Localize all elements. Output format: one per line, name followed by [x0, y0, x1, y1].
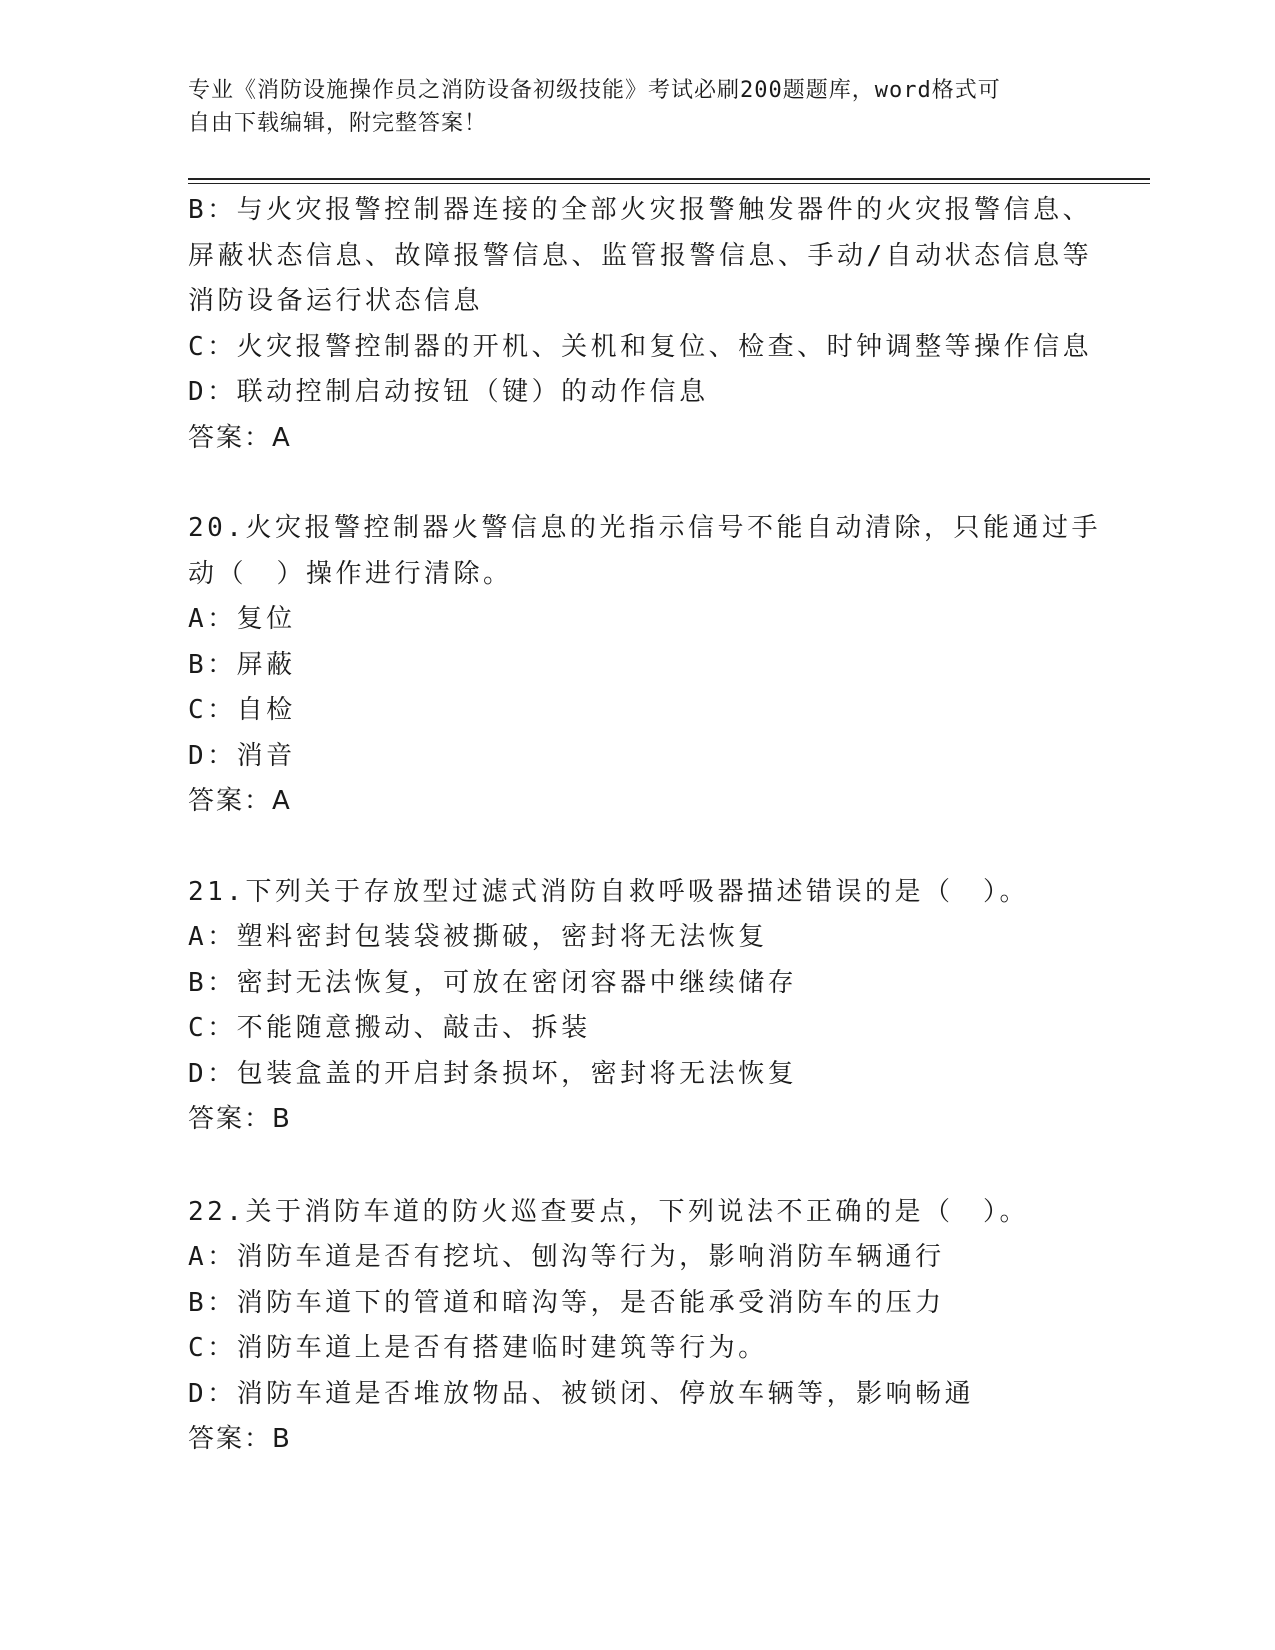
- question-stem: 20.火灾报警控制器火警信息的光指示信号不能自动清除，只能通过手: [188, 513, 1101, 543]
- answer: 答案：A: [188, 422, 292, 453]
- option-b: B：屏蔽: [188, 649, 296, 680]
- option-a: A：复位: [188, 604, 296, 634]
- question-spacer: [188, 1143, 1088, 1190]
- answer: 答案：B: [188, 1104, 292, 1134]
- option-b-line-3: 消防设备运行状态信息: [188, 286, 484, 316]
- option-c: C：自检: [188, 695, 296, 725]
- question-22: [188, 1190, 1088, 1463]
- question-19-continued: [188, 188, 1093, 461]
- question-list: [188, 188, 1101, 1463]
- question-spacer: [188, 461, 1088, 506]
- answer: 答案：A: [188, 786, 292, 816]
- document-header: [188, 74, 1088, 140]
- option-b-line-2: 屏蔽状态信息、故障报警信息、监管报警信息、手动/自动状态信息等: [188, 240, 1093, 271]
- header-divider-thin: [188, 183, 1150, 184]
- header-divider-thick: [188, 178, 1150, 180]
- option-b-line-1: B：与火灾报警控制器连接的全部火灾报警触发器件的火灾报警信息、: [188, 195, 1093, 225]
- question-spacer: [188, 825, 1088, 870]
- question-20: [188, 506, 1101, 825]
- question-stem-continued: 动（ ）操作进行清除。: [188, 558, 513, 589]
- option-c: C：火灾报警控制器的开机、关机和复位、检查、时钟调整等操作信息: [188, 331, 1093, 362]
- option-c: C：不能随意搬动、敲击、拆装: [188, 1013, 591, 1043]
- question-21: [188, 870, 1088, 1143]
- option-b: B：消防车道下的管道和暗沟等，是否能承受消防车的压力: [188, 1287, 945, 1318]
- question-stem: 21.下列关于存放型过滤式消防自救呼吸器描述错误的是（ ）。: [188, 876, 1029, 907]
- answer: 答案：B: [188, 1424, 292, 1454]
- option-a: A：消防车道是否有挖坑、刨沟等行为，影响消防车辆通行: [188, 1242, 945, 1272]
- option-d: D：消音: [188, 740, 296, 771]
- option-a: A：塑料密封包装袋被撕破，密封将无法恢复: [188, 922, 768, 952]
- question-stem: 22.关于消防车道的防火巡查要点，下列说法不正确的是（ ）。: [188, 1196, 1029, 1227]
- option-d: D：消防车道是否堆放物品、被锁闭、停放车辆等，影响畅通: [188, 1378, 975, 1409]
- option-d: D：包装盒盖的开启封条损坏，密封将无法恢复: [188, 1058, 798, 1089]
- header-line-2: 自由下载编辑，附完整答案！: [188, 111, 488, 136]
- option-b: B：密封无法恢复，可放在密闭容器中继续储存: [188, 967, 798, 998]
- option-d: D：联动控制启动按钮（键）的动作信息: [188, 377, 709, 407]
- option-c: C：消防车道上是否有搭建临时建筑等行为。: [188, 1333, 768, 1363]
- header-line-1: 专业《消防设施操作员之消防设备初级技能》考试必刷200题题库，word格式可: [188, 78, 1001, 103]
